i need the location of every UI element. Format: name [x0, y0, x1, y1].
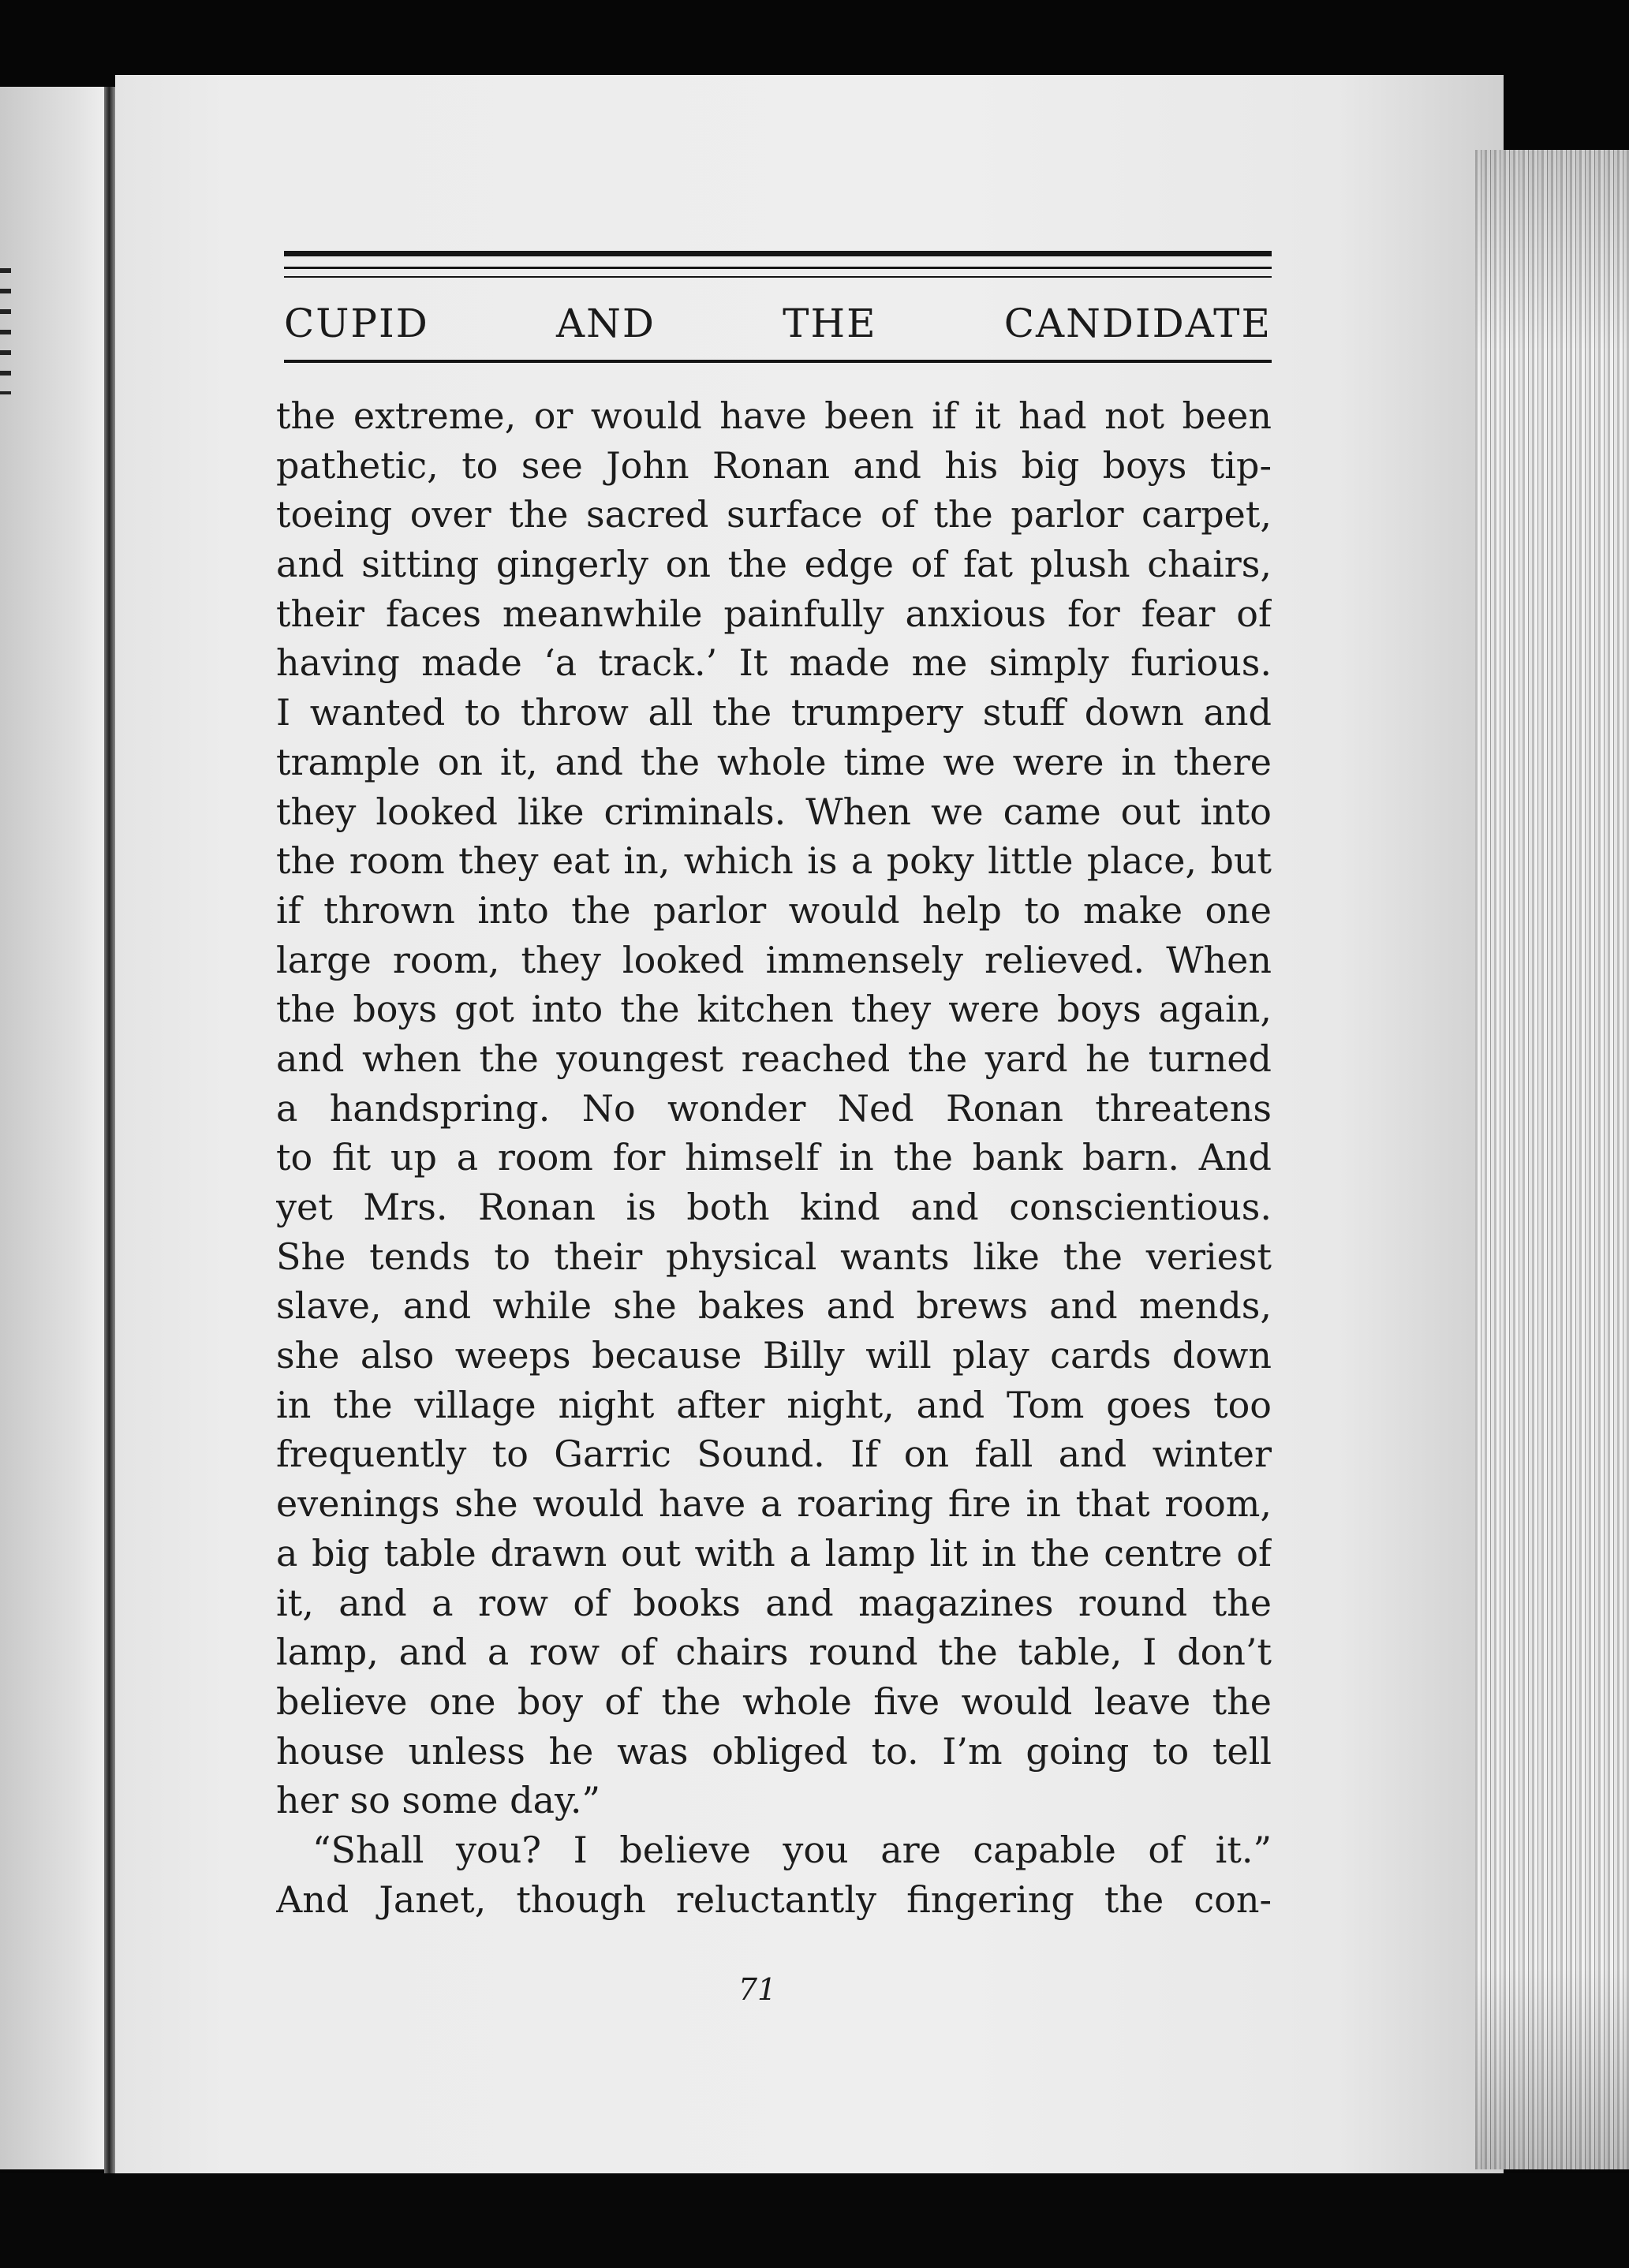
text-line: in the village night after night, and Tom goes too [276, 1383, 1272, 1426]
text-line: toeing over the sacred surface of the parlor carpet, [276, 493, 1272, 536]
text-line: they looked like criminals. When we came out into [276, 790, 1272, 833]
text-line: her so some day.” [276, 1779, 601, 1822]
running-head-word: CUPID [284, 301, 429, 346]
text-line: it, and a row of books and magazines round the [276, 1581, 1272, 1624]
text-line: the room they eat in, which is a poky little place, but [276, 839, 1272, 883]
text-line: the extreme, or would have been if it had not been [276, 394, 1272, 437]
running-head [284, 293, 1272, 353]
text-line: having made ‘a track.’ It made me simply furious. [276, 641, 1272, 685]
body-text [276, 391, 1272, 1924]
book-gutter [104, 87, 115, 2177]
text-line: pathetic, to see John Ronan and his big boys tip- [276, 443, 1272, 487]
running-head-word: CANDIDATE [1003, 301, 1272, 346]
text-line: the boys got into the kitchen they were boys again, [276, 988, 1272, 1031]
head-rule-bottom [284, 360, 1272, 363]
text-line: if thrown into the parlor would help to make one [276, 888, 1272, 932]
text-line: slave, and while she bakes and brews and mends, [276, 1284, 1272, 1328]
text-line: house unless he was obliged to. I’m going to tell [276, 1729, 1272, 1773]
text-line: evenings she would have a roaring fire in that room, [276, 1482, 1272, 1526]
text-line: she also weeps because Billy will play cards down [276, 1334, 1272, 1377]
page-number: 71 [738, 1972, 777, 2007]
text-line: large room, they looked immensely relieved. When [276, 938, 1272, 981]
text-line: believe one boy of the whole five would leave the [276, 1680, 1272, 1723]
head-rule-thick [284, 251, 1272, 256]
text-line: a handspring. No wonder Ned Ronan threatens [276, 1086, 1272, 1130]
text-line: to fit up a room for himself in the bank barn. And [276, 1136, 1272, 1179]
text-line: I wanted to throw all the trumpery stuff down and [276, 691, 1272, 734]
left-page-edge [0, 87, 109, 2169]
text-line: and when the youngest reached the yard he turned [276, 1037, 1272, 1080]
text-line: frequently to Garric Sound. If on fall and winter [276, 1433, 1272, 1476]
text-line: trample on it, and the whole time we were in there [276, 740, 1272, 783]
page-block-shade [1475, 150, 1629, 2169]
scan-background-bottom [0, 2173, 1629, 2268]
head-rule-thin [284, 267, 1272, 269]
text-line: “Shall you? I believe you are capable of it.” [312, 1828, 1272, 1871]
running-head-word: THE [783, 301, 877, 346]
text-line: and sitting gingerly on the edge of fat plush chairs, [276, 543, 1272, 586]
left-page-text-fragments [0, 268, 11, 394]
text-line: And Janet, though reluctantly fingering the con- [276, 1878, 1272, 1921]
text-line: their faces meanwhile painfully anxious for fear of [276, 592, 1272, 635]
text-line: lamp, and a row of chairs round the table, I don’t [276, 1631, 1272, 1674]
text-line: a big table drawn out with a lamp lit in the centre of [276, 1531, 1272, 1575]
text-line: yet Mrs. Ronan is both kind and conscientious. [276, 1186, 1272, 1228]
head-rule-hairline [284, 276, 1272, 278]
text-line: She tends to their physical wants like the veriest [276, 1235, 1272, 1278]
running-head-word: AND [556, 301, 656, 346]
